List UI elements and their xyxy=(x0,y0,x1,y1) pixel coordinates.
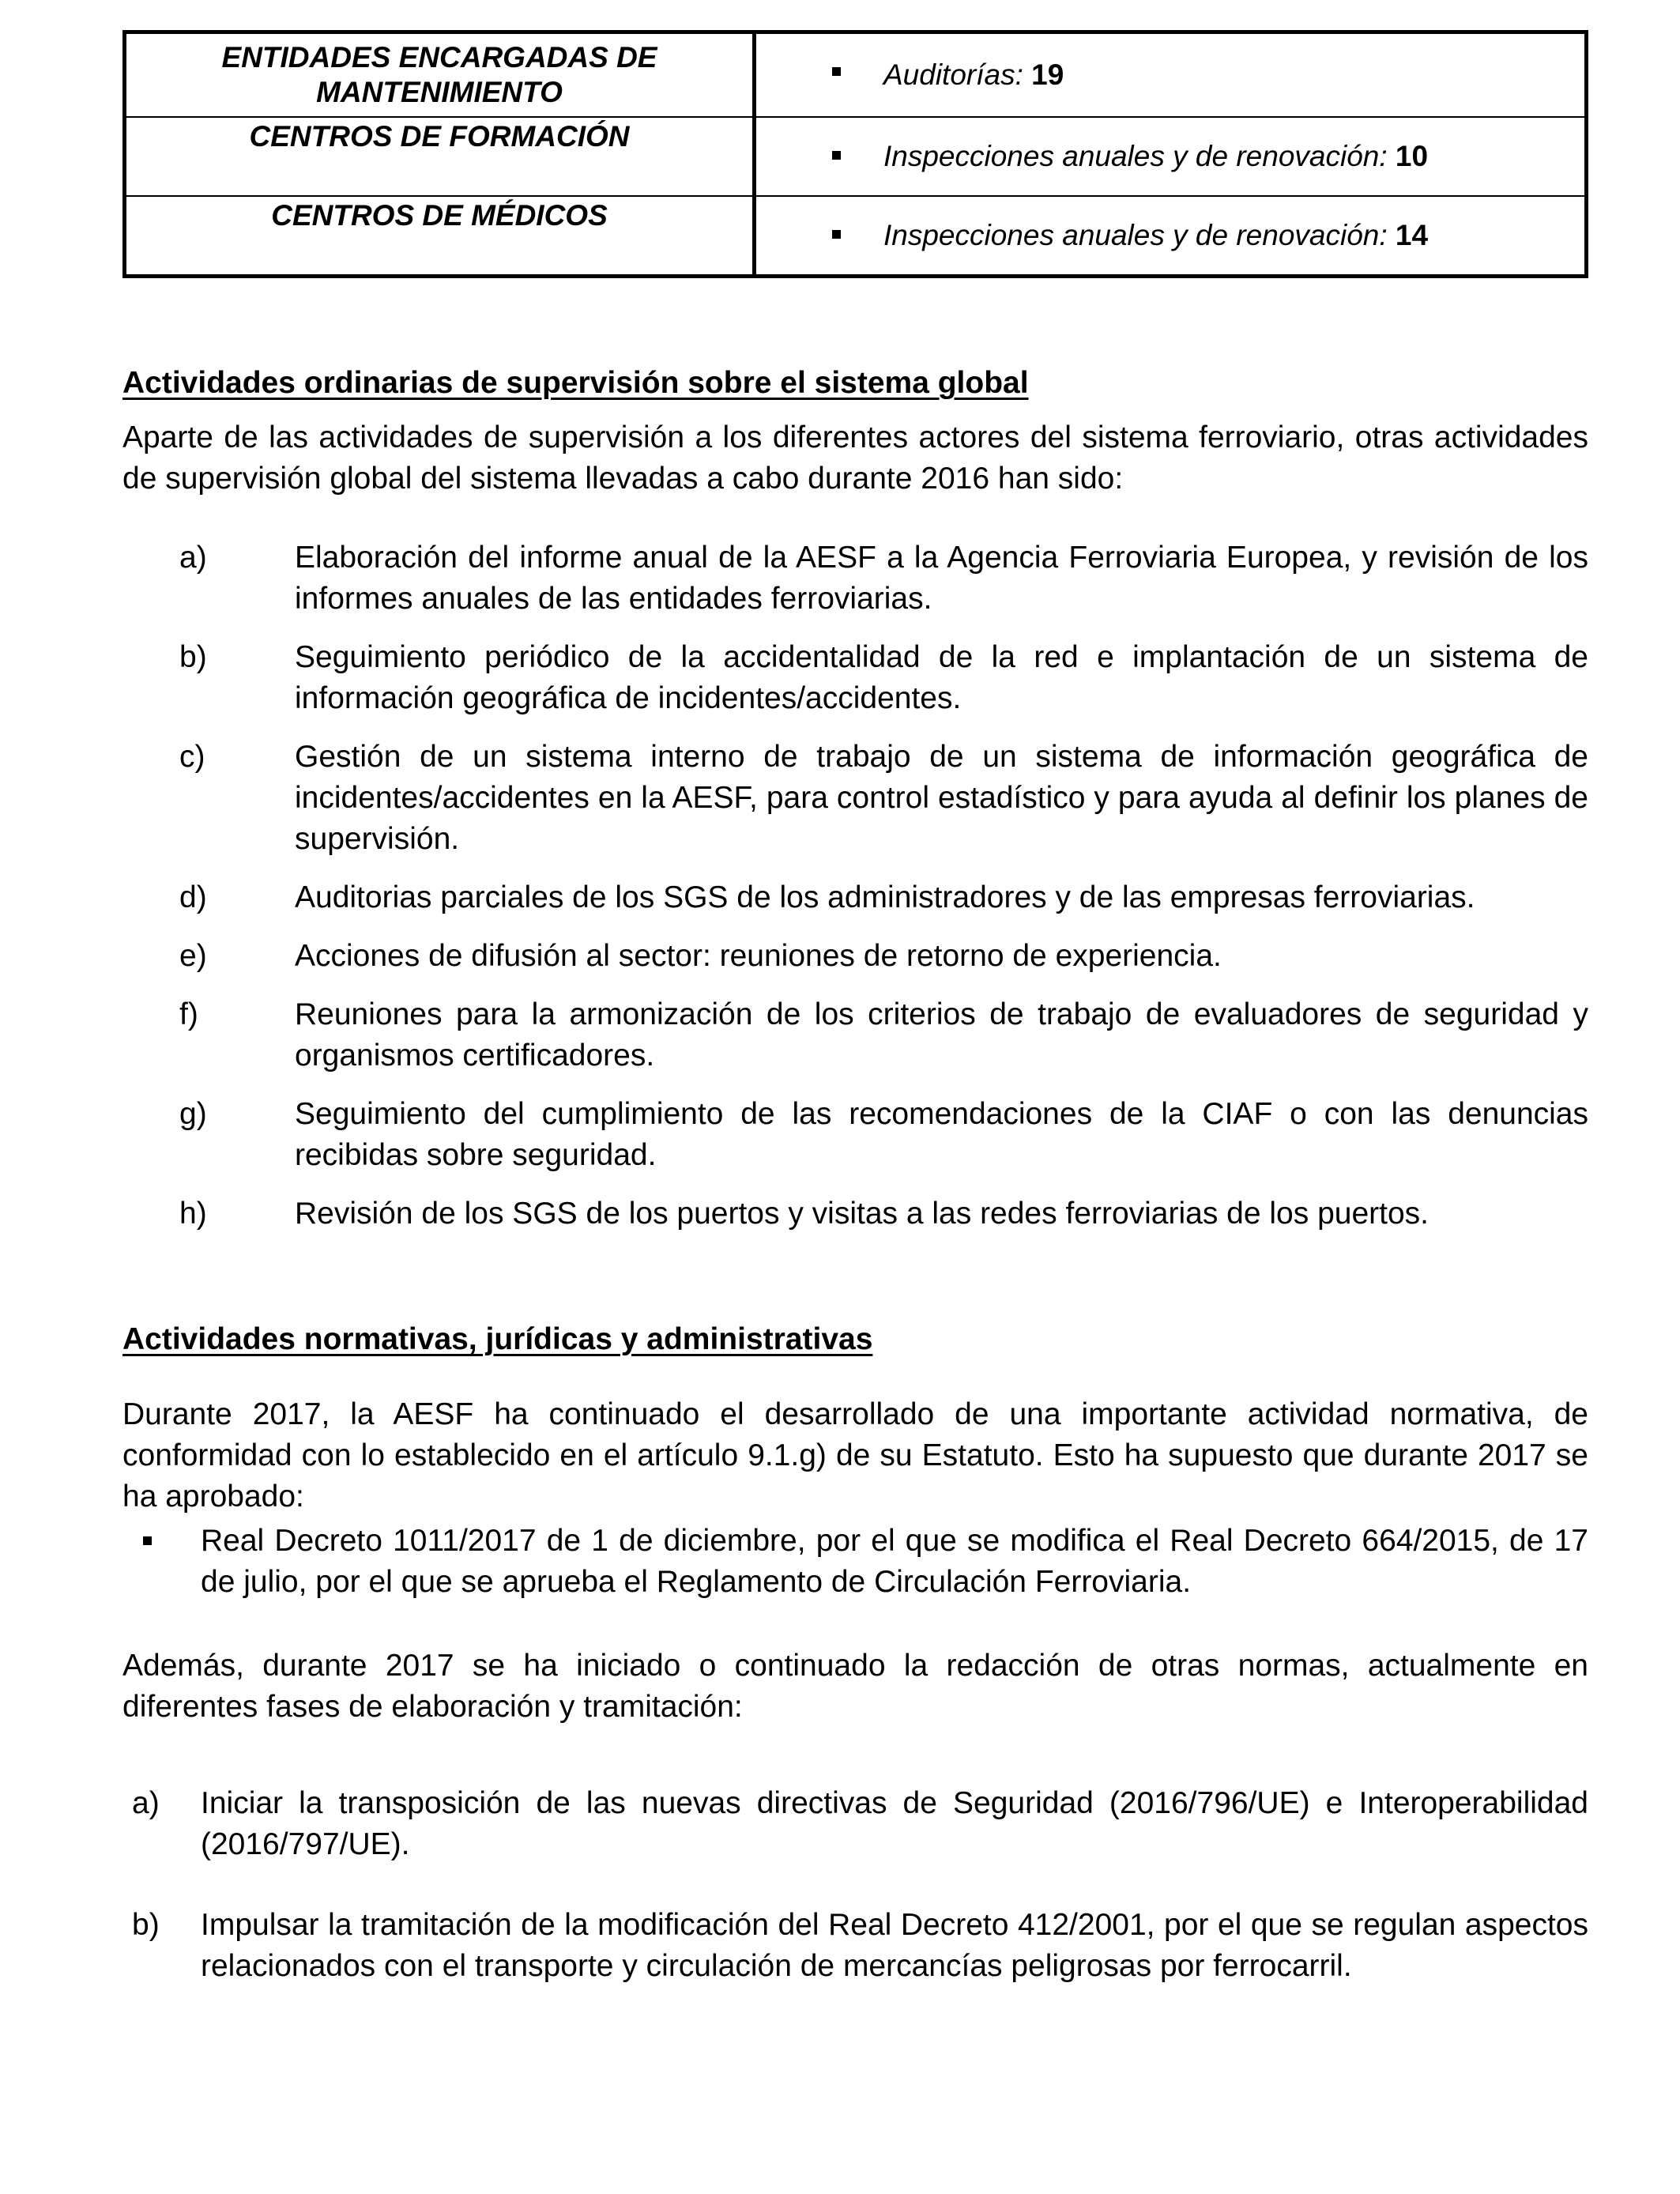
list-item xyxy=(179,1193,1588,1235)
list-item-text: Real Decreto 1011/2017 de 1 de diciembre, por el que se modifica el Real Decreto 664/2015, de 17 de julio, por el que se aprueba el Reglamento de Circulación Ferroviaria. xyxy=(201,1524,1588,1599)
supervision-activities-list xyxy=(122,537,1588,1235)
list-item-marker: h) xyxy=(179,1197,207,1231)
entity-type-cell xyxy=(125,32,755,118)
list-item-marker: c) xyxy=(179,740,205,774)
list-item-text: Gestión de un sistema interno de trabajo de un sistema de información geográfica de incidentes/accidentes en la AESF, para control estadístico y para ayuda al definir los planes de supervisión. xyxy=(295,740,1588,856)
entity-type-label: CENTROS DE MÉDICOS xyxy=(271,199,608,232)
activity-cell xyxy=(755,117,1587,196)
activity-count: 10 xyxy=(1395,140,1429,172)
entity-type-label: ENTIDADES ENCARGADAS DE MANTENIMIENTO xyxy=(221,41,657,108)
inspection-summary-table xyxy=(122,30,1588,278)
list-item-text: Revisión de los SGS de los puertos y visitas a las redes ferroviarias de los puertos. xyxy=(295,1197,1430,1231)
activity-cell xyxy=(755,196,1587,277)
list-item-marker: b) xyxy=(132,1908,160,1942)
table-row xyxy=(125,32,1587,118)
activity-text xyxy=(883,219,1428,251)
activity-label: Auditorías: xyxy=(883,58,1032,91)
entity-type-cell xyxy=(125,196,755,277)
list-item xyxy=(179,737,1588,860)
normative-intro-paragraph: Durante 2017, la AESF ha continuado el desarrollado de una importante actividad normativa, de conformidad con lo establecido en el artículo 9.1.g) de su Estatuto. Esto ha supuesto que durante 2017 se ha aprobado: xyxy=(122,1397,1588,1514)
drafting-paragraph: Además, durante 2017 se ha iniciado o continuado la redacción de otras normas, actualmente en diferentes fases de elaboración y tramitación: xyxy=(122,1649,1588,1724)
list-item-text: Seguimiento del cumplimiento de las recomendaciones de la CIAF o con las denuncias recibidas sobre seguridad. xyxy=(295,1097,1588,1172)
list-item-marker: g) xyxy=(179,1097,207,1131)
table-row xyxy=(125,117,1587,196)
list-item-marker: e) xyxy=(179,939,207,973)
activity-count: 14 xyxy=(1395,219,1429,251)
activity-label: Inspecciones anuales y de renovación: xyxy=(883,219,1396,251)
list-item xyxy=(179,637,1588,719)
list-item-text: Auditorias parciales de los SGS de los administradores y de las empresas ferroviarias. xyxy=(295,880,1475,914)
list-item-marker: b) xyxy=(179,640,207,674)
list-item xyxy=(179,936,1588,977)
section-heading-normative: Actividades normativas, jurídicas y administrativas xyxy=(122,1322,873,1356)
list-item-text: Reuniones para la armonización de los criterios de trabajo de evaluadores de seguridad y organismos certificadores. xyxy=(295,997,1588,1072)
list-item-text: Impulsar la tramitación de la modificación del Real Decreto 412/2001, por el que se regulan aspectos relacionados con el transporte y circulación de mercancías peligrosas por ferrocarril. xyxy=(201,1908,1588,1983)
table-row xyxy=(125,196,1587,277)
list-item xyxy=(132,1783,1588,1865)
list-item xyxy=(179,877,1588,918)
list-item-marker: d) xyxy=(179,880,207,914)
list-item-marker: a) xyxy=(179,541,207,575)
approved-norms-list xyxy=(122,1521,1588,1603)
list-item-text: Elaboración del informe anual de la AESF a la Agencia Ferroviaria Europea, y revisión de los informes anuales de las entidades ferroviarias. xyxy=(295,541,1588,616)
list-item xyxy=(179,1094,1588,1176)
square-bullet-icon xyxy=(832,230,841,239)
activity-text xyxy=(883,140,1428,172)
square-bullet-icon xyxy=(832,151,841,160)
entity-type-cell xyxy=(125,117,755,196)
list-item-text: Iniciar la transposición de las nuevas directivas de Seguridad (2016/796/UE) e Interoperabilidad (2016/797/UE). xyxy=(201,1786,1588,1861)
square-bullet-icon xyxy=(832,67,841,76)
square-bullet-icon xyxy=(143,1536,152,1545)
entity-type-label: CENTROS DE FORMACIÓN xyxy=(249,120,630,153)
list-item xyxy=(179,994,1588,1076)
activity-text xyxy=(883,58,1064,91)
list-item-marker: a) xyxy=(132,1786,160,1820)
activity-label: Inspecciones anuales y de renovación: xyxy=(883,140,1396,172)
supervision-intro-paragraph: Aparte de las actividades de supervisión a los diferentes actores del sistema ferroviario, otras actividades de supervisión global del sistema llevadas a cabo durante 2016 han sido: xyxy=(122,420,1588,496)
list-item xyxy=(132,1521,1588,1603)
list-item-marker: f) xyxy=(179,997,198,1031)
list-item-text: Seguimiento periódico de la accidentalidad de la red e implantación de un sistema de información geográfica de incidentes/accidentes. xyxy=(295,640,1588,715)
drafting-norms-list xyxy=(122,1783,1588,1987)
list-item xyxy=(179,537,1588,620)
list-item xyxy=(132,1905,1588,1987)
list-item-text: Acciones de difusión al sector: reuniones de retorno de experiencia. xyxy=(295,939,1222,973)
document-page xyxy=(122,30,1588,2026)
activity-cell xyxy=(755,32,1587,118)
activity-count: 19 xyxy=(1031,58,1064,91)
section-heading-supervision: Actividades ordinarias de supervisión sobre el sistema global xyxy=(122,366,1029,400)
